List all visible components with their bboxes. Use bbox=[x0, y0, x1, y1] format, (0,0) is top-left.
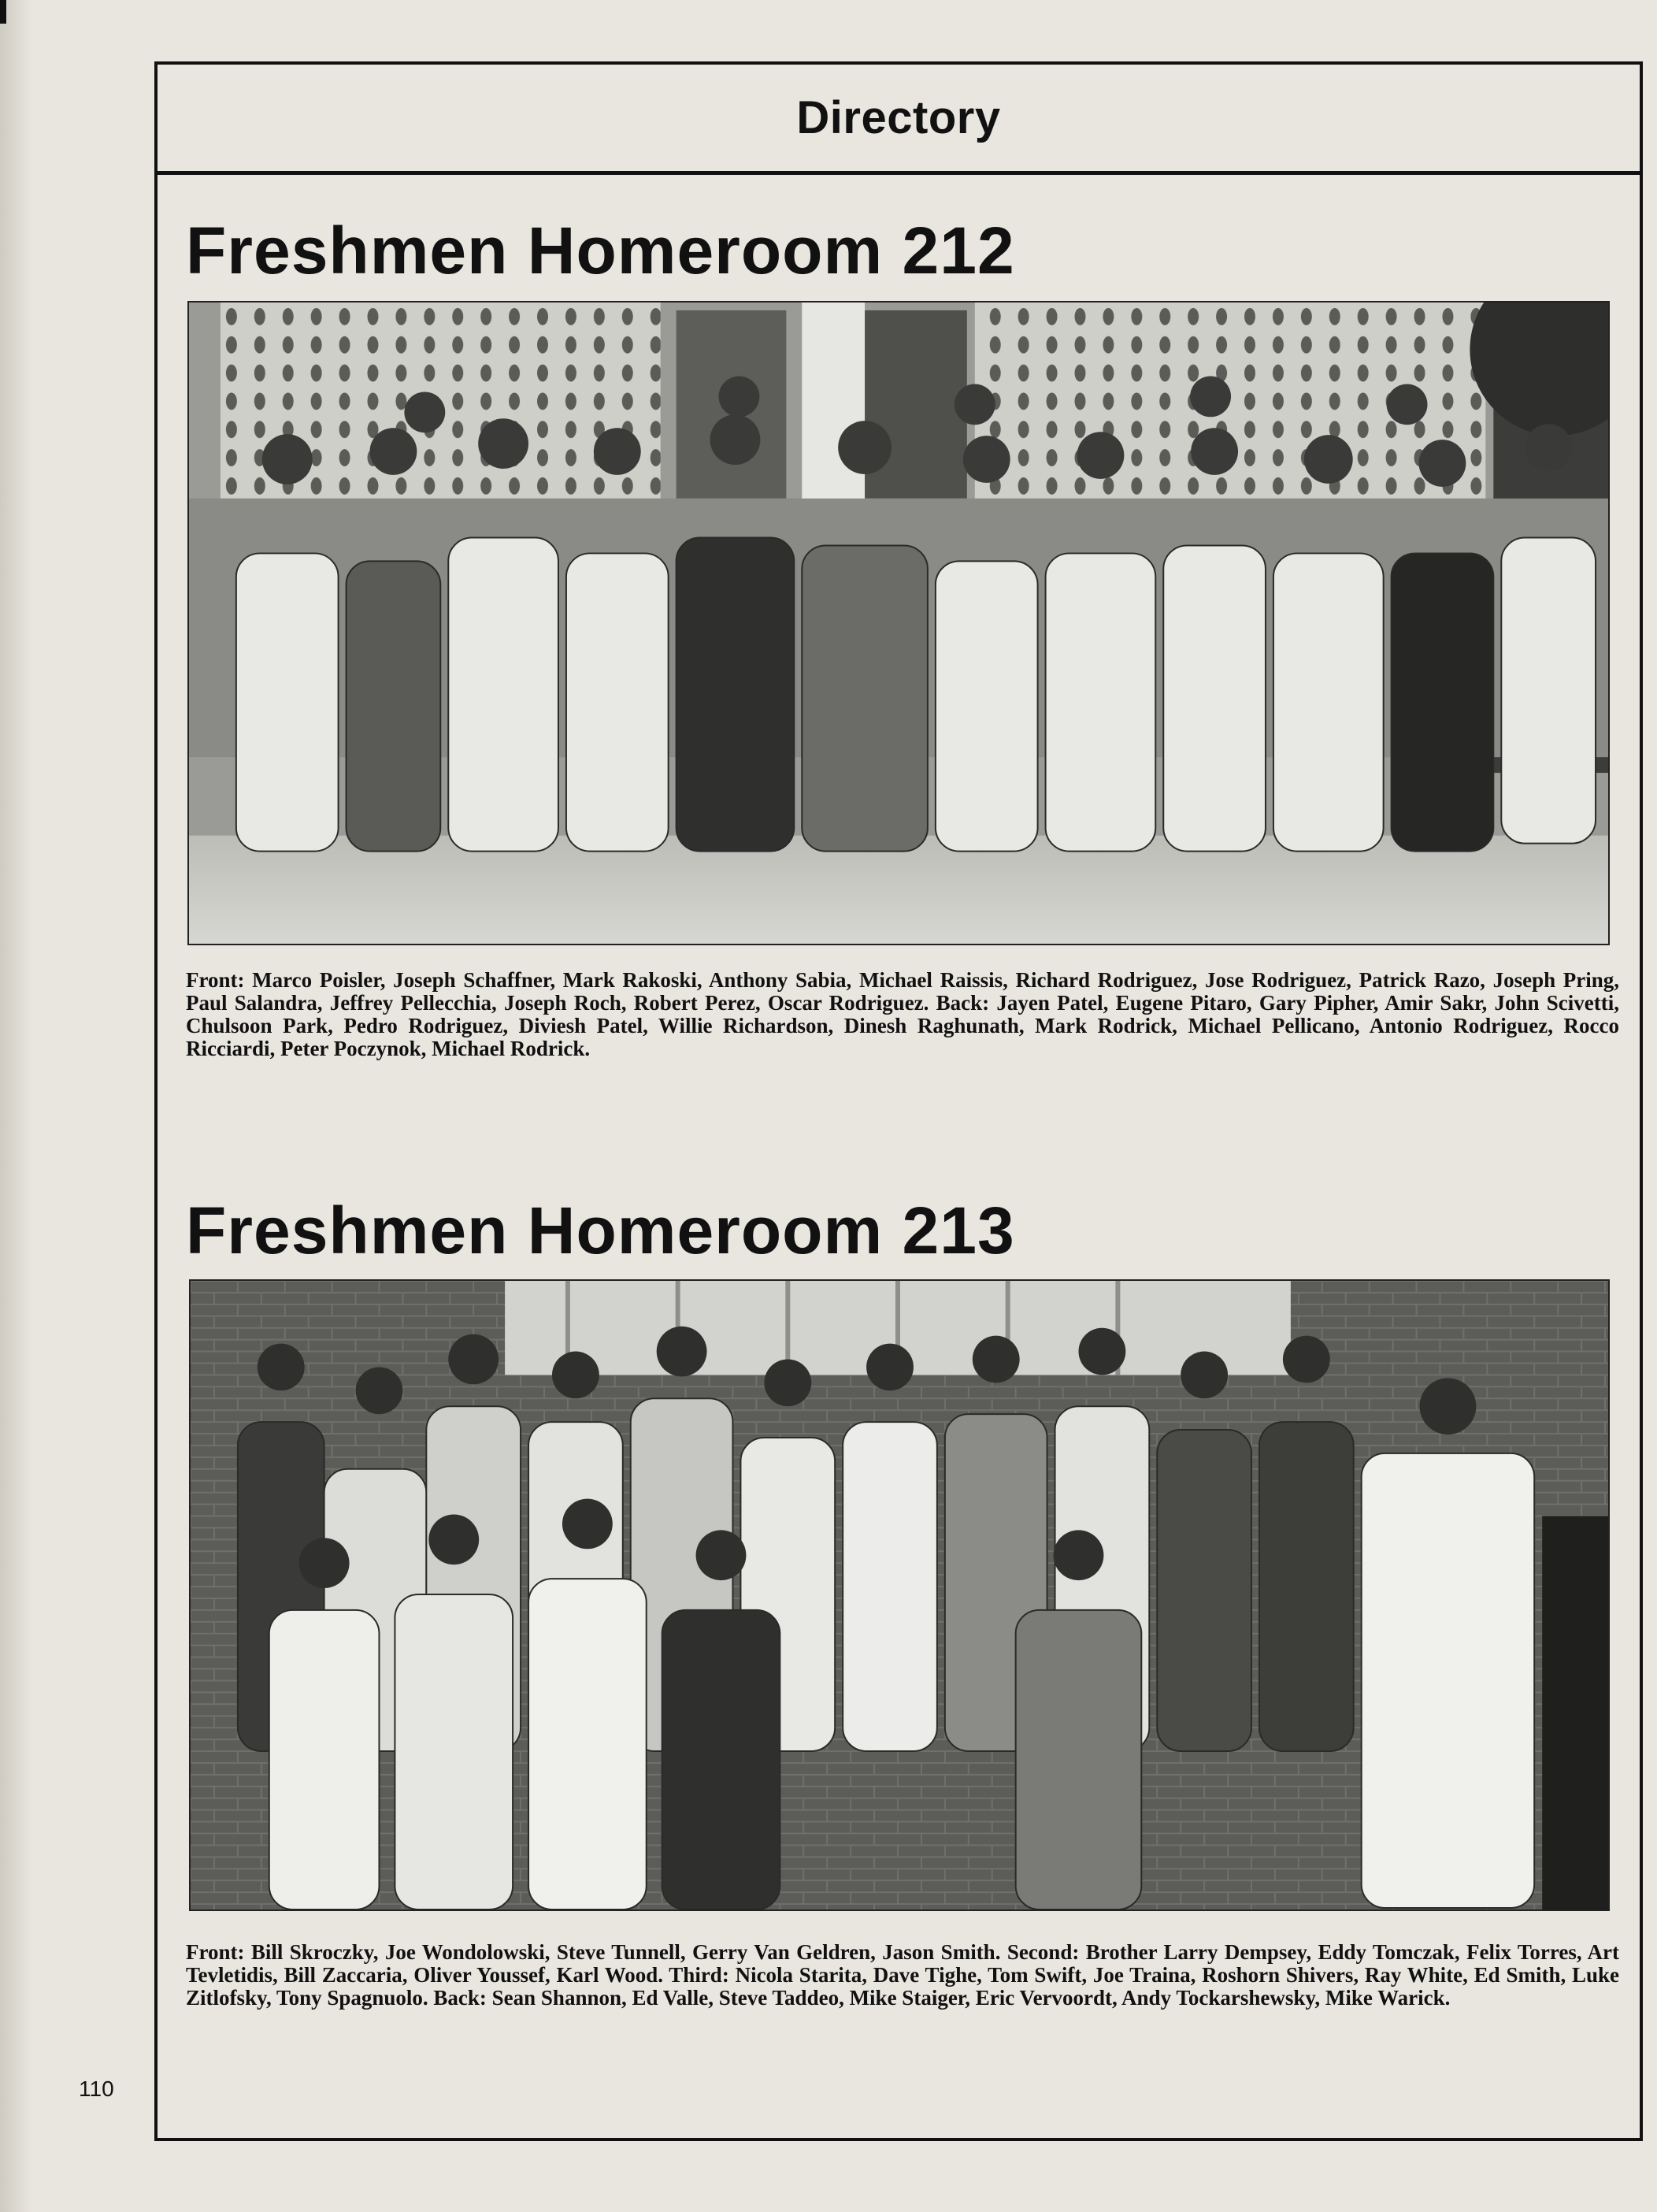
group-photo-icon bbox=[191, 1281, 1608, 1910]
group-photo-homeroom-213 bbox=[189, 1279, 1610, 1911]
group-photo-homeroom-212 bbox=[187, 301, 1610, 945]
caption-homeroom-213: Front: Bill Skroczky, Joe Wondolowski, Steve Tunnell, Gerry Van Geldren, Jason Smith. Second: Brother Larry Dempsey, Eddy Tomczak, Felix Torres, Art Tevletidis, Bill Zaccaria, Oliver Youssef, Karl Wood. Third: Nicola Starita, Dave Tighe, Tom Swift, Joe Traina, Roshorn Shivers, Ray White, Ed Smith, Luke Zitlofsky, Tony Spagnuolo. Back: Sean Shannon, Ed Valle, Steve Taddeo, Mike Staiger, Eric Vervoordt, Andy Tockarshewsky, Mike Warick. bbox=[186, 1940, 1619, 2010]
page-title: Directory bbox=[796, 92, 1001, 143]
section-title-homeroom-213: Freshmen Homeroom 213 bbox=[186, 1193, 1015, 1267]
page-number: 110 bbox=[79, 2077, 114, 2101]
scan-corner-mark bbox=[0, 0, 6, 24]
group-photo-icon bbox=[189, 302, 1608, 944]
binding-gutter bbox=[0, 0, 32, 2212]
section-title-homeroom-212: Freshmen Homeroom 212 bbox=[186, 213, 1015, 288]
caption-homeroom-212: Front: Marco Poisler, Joseph Schaffner, Mark Rakoski, Anthony Sabia, Michael Raissis, Richard Rodriguez, Jose Rodriguez, Patrick Razo, Joseph Pring, Paul Salandra, Jeffrey Pellecchia, Joseph Roch, Robert Perez, Oscar Rodriguez. Back: Jayen Patel, Eugene Pitaro, Gary Pipher, Amir Sakr, John Scivetti, Chulsoon Park, Pedro Rodriguez, Diviesh Patel, Willie Richardson, Dinesh Raghunath, Mark Rodrick, Michael Pellicano, Antonio Rodriguez, Rocco Ricciardi, Peter Poczynok, Michael Rodrick. bbox=[186, 968, 1619, 1060]
header-bar bbox=[158, 65, 1640, 175]
